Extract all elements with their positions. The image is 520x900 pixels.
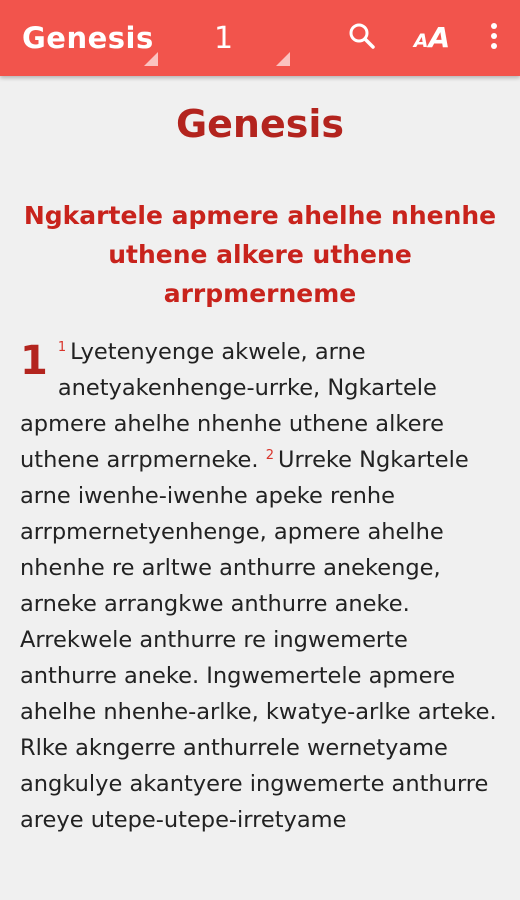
font-size-button[interactable] — [408, 14, 456, 62]
chapter-text — [20, 334, 500, 838]
book-selector-label: Genesis — [22, 21, 154, 55]
chapter-selector[interactable] — [210, 0, 290, 76]
search-button[interactable] — [338, 14, 386, 62]
verse-text[interactable]: Lyetenyenge akwele, arne anetyakenhenge-urrke, Ngkartele apmere ahelhe nhenhe uthene alkere uthene arrpmerneke. — [20, 339, 445, 473]
app-toolbar — [0, 0, 520, 76]
chapter-dropdown-indicator-icon — [276, 52, 290, 66]
verse-number[interactable]: 1 — [57, 339, 67, 355]
verse-text[interactable]: Urreke Ngkartele arne iwenhe-iwenhe apeke renhe arrpmernetyenhenge, apmere ahelhe nhenhe re arltwe anthurre anekenge, arneke arrangkwe anthurre aneke. Arrekwele anthurre re ingwemerte anthurre aneke. Ingwemertele apmere ahelhe nhenhe-arlke, kwatye-arlke arteke. Rlke akngerre anthurrele wernetyame angkulye akantyere ingwemerte anthurre areye utepe-utepe-irretyame — [20, 447, 497, 833]
book-dropdown-indicator-icon — [144, 52, 158, 66]
more-vert-icon — [489, 22, 499, 54]
font-size-icon: AA — [413, 21, 451, 54]
verse-number[interactable]: 2 — [265, 447, 274, 463]
book-title: Genesis — [175, 102, 345, 146]
chapter-selector-label: 1 — [214, 20, 234, 56]
chapter-number: 1 — [20, 338, 48, 384]
book-selector[interactable] — [22, 0, 158, 76]
more-options-button[interactable] — [474, 14, 514, 62]
reading-pane[interactable] — [0, 76, 520, 900]
search-icon — [347, 21, 377, 55]
section-heading: Ngkartele apmere ahelhe nhenhe uthene alkere uthene arrpmerneme — [23, 201, 497, 308]
